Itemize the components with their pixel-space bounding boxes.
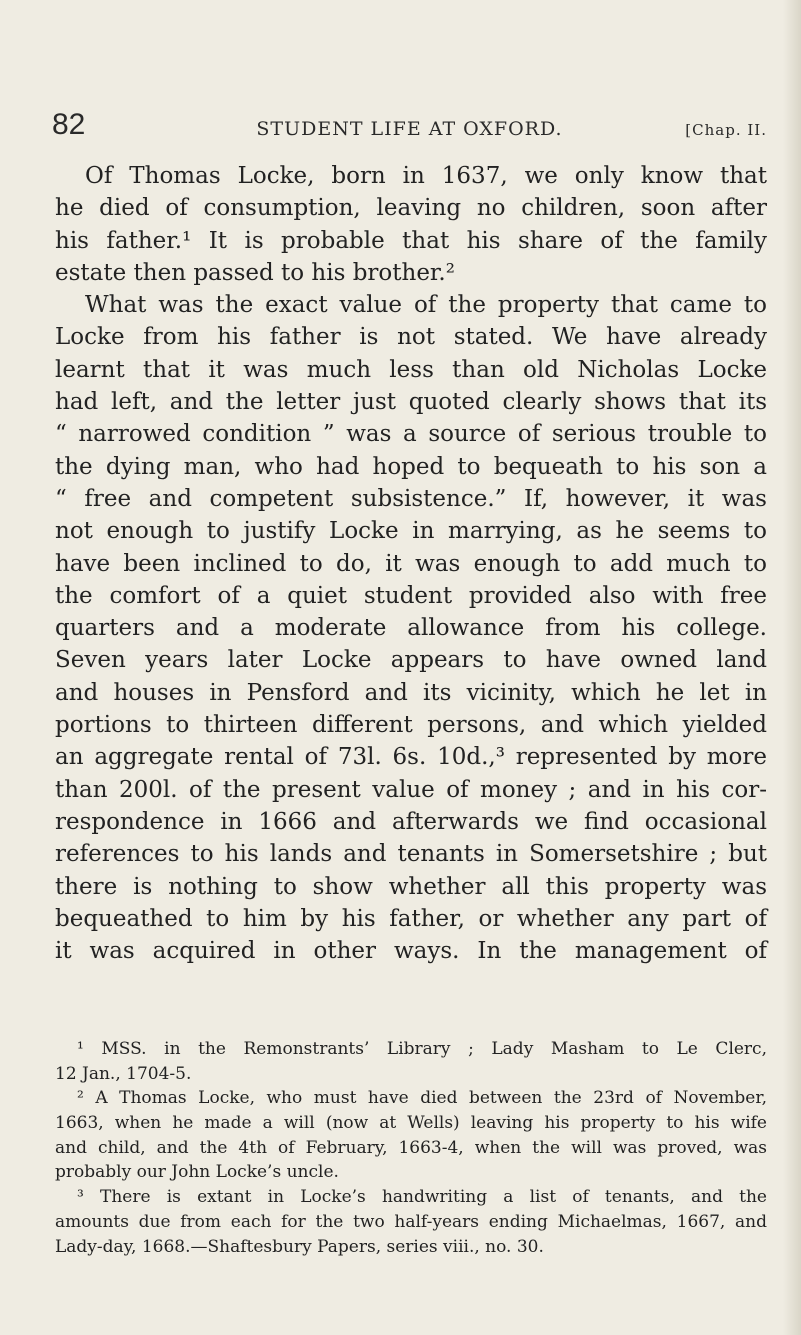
- footnotes: [55, 1037, 767, 1259]
- text-line: portions to thirteen different persons, and which yielded: [55, 712, 767, 739]
- text-line: have been inclined to do, it was enough to add much to: [55, 550, 767, 577]
- text-line: “ narrowed condition ” was a source of serious trouble to: [55, 421, 767, 448]
- text-line: had left, and the letter just quoted clearly shows that its: [55, 389, 767, 416]
- page-header: [52, 108, 767, 148]
- text-line: What was the exact value of the property that came to: [85, 292, 767, 319]
- text-line: an aggregate rental of 73l. 6s. 10d.,³ represented by more: [55, 744, 767, 771]
- text-line: Seven years later Locke appears to have owned land: [55, 647, 767, 674]
- text-line: Of Thomas Locke, born in 1637, we only know that: [85, 163, 767, 189]
- footnote-line: 1663, when he made a will (now at Wells) leaving his property to his wife: [55, 1113, 767, 1134]
- footnote-line: probably our John Locke’s uncle.: [55, 1162, 339, 1183]
- text-line: references to his lands and tenants in Somersetshire ; but: [55, 841, 767, 868]
- footnote-line: ² A Thomas Locke, who must have died between the 23rd of November,: [77, 1088, 767, 1109]
- text-line: it was acquired in other ways. In the management of: [55, 938, 767, 965]
- footnote-line: and child, and the 4th of February, 1663-4, when the will was proved, was: [55, 1137, 767, 1158]
- text-line: respondence in 1666 and afterwards we find occasional: [55, 808, 767, 835]
- text-line: Locke from his father is not stated. We have already: [55, 324, 767, 351]
- footnote-line: ¹ MSS. in the Remonstrants’ Library ; Lady Masham to Le Clerc,: [77, 1039, 767, 1059]
- text-line: there is nothing to show whether all this property was: [55, 873, 767, 900]
- text-line: the comfort of a quiet student provided also with free: [55, 582, 767, 609]
- body-text: [55, 160, 767, 967]
- text-line: quarters and a moderate allowance from his college.: [55, 615, 767, 642]
- footnote-line: 12 Jan., 1704-5.: [55, 1063, 192, 1084]
- footnote-line: Lady-day, 1668.—Shaftesbury Papers, series viii., no. 30.: [55, 1236, 544, 1257]
- text-line: and houses in Pensford and its vicinity, which he let in: [55, 679, 767, 706]
- text-line: bequeathed to him by his father, or whether any part of: [55, 905, 767, 932]
- page-edge-shadow: [783, 0, 801, 1335]
- footnote-line: ³ There is extant in Locke’s handwriting a list of tenants, and the: [77, 1187, 767, 1208]
- chapter-reference: [Chap. II.: [685, 121, 767, 139]
- text-line: learnt that it was much less than old Nicholas Locke: [55, 356, 767, 383]
- footnote-line: amounts due from each for the two half-years ending Michaelmas, 1667, and: [55, 1211, 767, 1232]
- text-line: estate then passed to his brother.²: [55, 259, 455, 286]
- text-line: “ free and competent subsistence.” If, however, it was: [55, 485, 767, 512]
- page-number: 82: [52, 108, 86, 141]
- text-line: the dying man, who had hoped to bequeath to his son a: [55, 453, 767, 480]
- running-title: STUDENT LIFE AT OXFORD.: [256, 118, 563, 140]
- text-line: his father.¹ It is probable that his share of the family: [55, 227, 767, 254]
- text-line: not enough to justify Locke in marrying, as he seems to: [55, 518, 767, 545]
- text-line: than 200l. of the present value of money ; and in his cor-: [55, 776, 767, 803]
- text-line: he died of consumption, leaving no children, soon after: [55, 195, 767, 222]
